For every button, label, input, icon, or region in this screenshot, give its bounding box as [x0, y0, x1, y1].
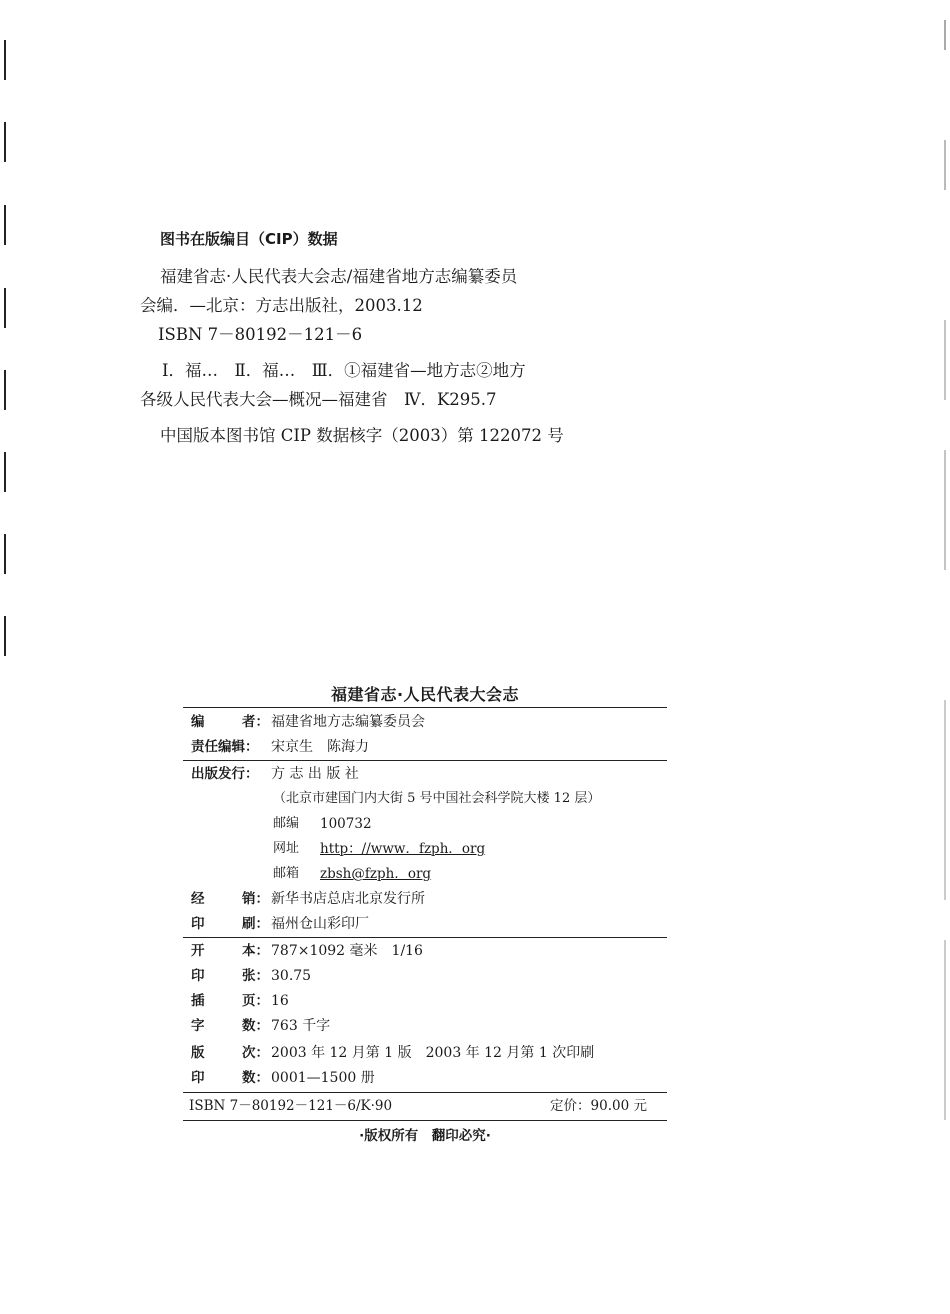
cip-title: 图书在版编目（CIP）数据: [160, 230, 338, 248]
email-link[interactable]: zbsh@fzph．org: [320, 866, 432, 882]
scan-edge-mark: [4, 122, 6, 162]
edition-row: [183, 1041, 667, 1065]
publisher-row: [183, 762, 667, 786]
scan-noise: [944, 20, 946, 50]
row-label: 印 数：: [191, 1070, 269, 1086]
isbn-row: [189, 1094, 661, 1118]
cip-line: Ⅰ．福… Ⅱ．福… Ⅲ．①福建省—地方志②地方: [162, 361, 526, 380]
scan-noise: [944, 700, 946, 900]
postcode-row: [183, 812, 667, 836]
author-row: [183, 710, 667, 734]
copies-value: 0001—1500 册: [271, 1070, 375, 1086]
cip-line: 会编．—北京：方志出版社，2003.12: [140, 296, 423, 315]
sheets-value: 30.75: [271, 968, 312, 984]
row-label: 责任编辑：: [191, 739, 259, 755]
website-label: 网址: [273, 841, 300, 856]
rights-notice: ·版权所有 翻印必究·: [359, 1128, 491, 1144]
address-row: [183, 787, 667, 811]
editor-row: [183, 735, 667, 759]
address-value: （北京市建国门内大街 5 号中国社会科学院大楼 12 层）: [273, 791, 601, 806]
publisher-value: 方 志 出 版 社: [271, 766, 359, 782]
email-row: [183, 862, 667, 886]
distributor-value: 新华书店总店北京发行所: [271, 891, 425, 907]
row-label: 插 页：: [191, 993, 269, 1009]
divider: [183, 707, 667, 708]
edition-value: 2003 年 12 月第 1 版 2003 年 12 月第 1 次印刷: [271, 1045, 595, 1061]
scan-edge-mark: [4, 40, 6, 80]
author-value: 福建省地方志编纂委员会: [271, 714, 425, 730]
row-label: 版 次：: [191, 1045, 269, 1061]
format-value: 787×1092 毫米 1/16: [271, 943, 423, 959]
row-label: 编 者：: [191, 714, 269, 730]
row-label: 经 销：: [191, 891, 269, 907]
colophon-title: 福建省志·人民代表大会志: [330, 685, 520, 704]
printer-row: [183, 912, 667, 936]
isbn-value: ISBN 7－80192－121－6/K·90: [189, 1098, 393, 1114]
scan-edge-mark: [4, 452, 6, 492]
scan-noise: [944, 320, 946, 400]
scan-edge-mark: [4, 370, 6, 410]
scan-noise: [944, 940, 946, 1120]
price-value: 定价：90.00 元: [550, 1098, 647, 1114]
scan-edge-mark: [4, 288, 6, 328]
row-label: 印 张：: [191, 968, 269, 984]
divider: [183, 1092, 667, 1093]
editor-value: 宋京生 陈海力: [271, 739, 369, 755]
cip-line: 中国版本图书馆 CIP 数据核字（2003）第 122072 号: [160, 426, 564, 445]
row-label: 开 本：: [191, 943, 269, 959]
words-row: [183, 1014, 667, 1038]
printer-value: 福州仓山彩印厂: [271, 916, 369, 932]
postcode-value: 100732: [320, 816, 372, 832]
row-label: 字 数：: [191, 1018, 269, 1034]
words-value: 763 千字: [271, 1018, 331, 1034]
plates-value: 16: [271, 993, 289, 1009]
scan-edge-mark: [4, 616, 6, 656]
website-row: [183, 837, 667, 861]
postcode-label: 邮编: [273, 816, 300, 831]
cip-line: 福建省志·人民代表大会志/福建省地方志编纂委员: [160, 267, 518, 286]
format-row: [183, 939, 667, 963]
distributor-row: [183, 887, 667, 911]
cip-line: 各级人民代表大会—概况—福建省 Ⅳ．K295.7: [140, 390, 497, 409]
divider: [183, 1120, 667, 1121]
scan-noise: [944, 140, 946, 190]
copies-row: [183, 1066, 667, 1090]
email-label: 邮箱: [273, 866, 300, 881]
plates-row: [183, 989, 667, 1013]
divider: [183, 760, 667, 761]
cip-line: ISBN 7－80192－121－6: [158, 325, 363, 344]
row-label: 印 刷：: [191, 916, 269, 932]
sheets-row: [183, 964, 667, 988]
scan-edge-mark: [4, 205, 6, 245]
scan-noise: [944, 450, 946, 570]
row-label: 出版发行：: [191, 766, 259, 782]
scan-edge-mark: [4, 534, 6, 574]
website-link[interactable]: http：//www．fzph．org: [320, 841, 486, 857]
divider: [183, 937, 667, 938]
